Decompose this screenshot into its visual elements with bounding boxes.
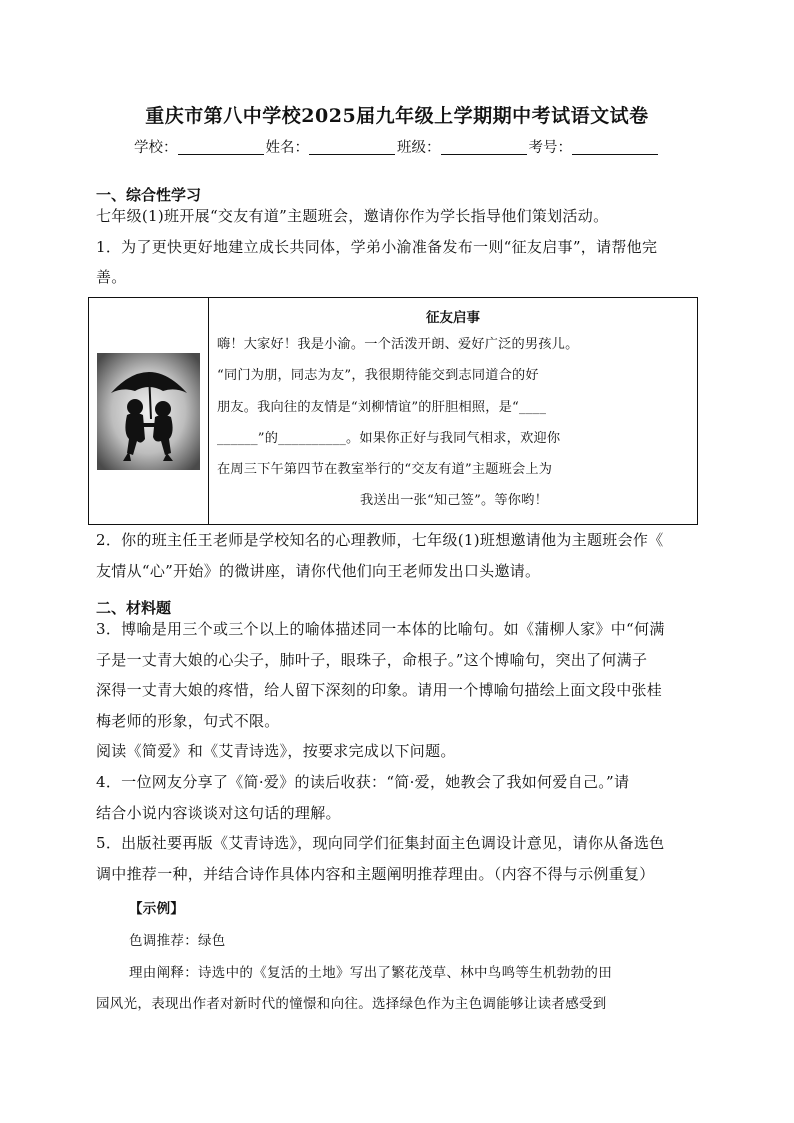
notice-line: 我送出一张“知己签”。等你哟！ [360, 493, 548, 508]
section2-line: 结合小说内容谈谈对这句话的理解。 [96, 804, 341, 822]
notice-line: 嗨！大家好！我是小渝。一个活泼开朗、爱好广泛的男孩儿。 [217, 337, 579, 352]
section2-heading: 二、材料题 [96, 599, 172, 617]
example-heading: 【示例】 [129, 901, 185, 917]
q1-text-line2: 善。 [96, 268, 127, 286]
q1-text-line1: 1．为了更快更好地建立成长共同体，学弟小渝准备发布一则“征友启事”，请帮他完 [96, 238, 658, 256]
exam-no-blank [572, 140, 658, 155]
notice-box [88, 297, 698, 525]
section2-line: 梅老师的形象，句式不限。 [96, 712, 280, 730]
section2-line: 3．博喻是用三个或三个以上的喻体描述同一本体的比喻句。如《蒲柳人家》中“何满 [96, 620, 665, 638]
class-label: 班级： [397, 140, 441, 156]
school-blank [178, 140, 264, 155]
example-reason-line1: 理由阐释：诗选中的《复活的土地》写出了繁花茂草、林中鸟鸣等生机勃勃的田 [129, 965, 612, 981]
example-reason-line2: 园风光，表现出作者对新时代的憧憬和向往。选择绿色作为主色调能够让读者感受到 [96, 996, 607, 1012]
section2-line: 子是一丈青大娘的心尖子，肺叶子，眼珠子，命根子。”这个博喻句，突出了何满子 [96, 651, 648, 669]
section1-heading: 一、综合性学习 [96, 186, 202, 204]
notice-line: “同门为朋，同志为友”，我很期待能交到志同道合的好 [217, 368, 539, 383]
q2-text-line1: 2．你的班主任王老师是学校知名的心理教师，七年级(1)班想邀请他为主题班会作《 [96, 531, 664, 549]
notice-divider [208, 298, 209, 524]
name-blank [309, 140, 395, 155]
class-blank [441, 140, 527, 155]
section2-line: 调中推荐一种，并结合诗作具体内容和主题阐明推荐理由。（内容不得与示例重复） [96, 865, 655, 883]
exam-no-label: 考号： [528, 140, 572, 156]
section2-line: 4．一位网友分享了《简·爱》的读后收获：“简·爱，她教会了我如何爱自己。”请 [96, 773, 630, 791]
q2-text-line2: 友情从“心”开始》的微讲座，请你代他们向王老师发出口头邀请。 [96, 562, 541, 580]
section1-intro: 七年级(1)班开展“交友有道”主题班会，邀请你作为学长指导他们策划活动。 [96, 207, 609, 225]
exam-title: 重庆市第八中学校2025届九年级上学期期中考试语文试卷 [145, 105, 649, 127]
friends-umbrella-photo [97, 353, 200, 470]
notice-line: 在周三下午第四节在教室举行的“交友有道”主题班会上为 [217, 462, 553, 477]
section2-line: 5．出版社要再版《艾青诗选》，现向同学们征集封面主色调设计意见，请你从备选色 [96, 834, 665, 852]
notice-line: 朋友。我向往的友情是“刘柳情谊”的肝胆相照，是“____ [217, 400, 547, 415]
section2-line: 阅读《简爱》和《艾青诗选》，按要求完成以下问题。 [96, 742, 456, 760]
example-color-line: 色调推荐：绿色 [129, 933, 226, 949]
notice-line: ______”的__________。如果你正好与我同气相求，欢迎你 [217, 431, 561, 446]
section2-line: 深得一丈青大娘的疼惜，给人留下深刻的印象。请用一个博喻句描绘上面文段中张桂 [96, 681, 663, 699]
school-label: 学校： [134, 140, 178, 156]
student-info-row [0, 136, 794, 157]
name-label: 姓名： [265, 140, 309, 156]
notice-title: 征友启事 [426, 310, 480, 326]
